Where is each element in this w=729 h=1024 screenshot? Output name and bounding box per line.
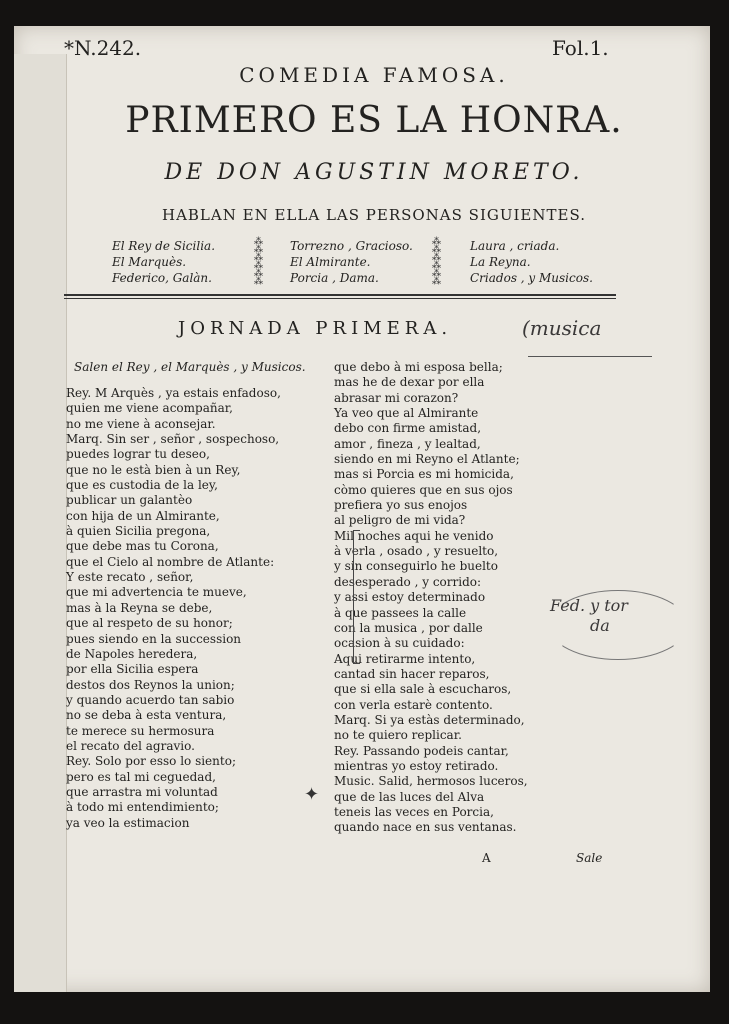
verse-line: teneis las veces en Porcia, xyxy=(334,804,494,819)
verse-line: mas he de dexar por ella xyxy=(334,375,485,390)
cast-entry: Criados , y Musicos. xyxy=(470,271,593,285)
verse-line: abrasar mi corazon? xyxy=(334,390,459,405)
verse-line: amor , fineza , y lealtad, xyxy=(334,436,481,451)
verse-line: Mil noches aqui he venido xyxy=(334,528,494,543)
cast-entry: El Rey de Sicilia. xyxy=(112,239,216,253)
handwritten-mark-icon: ✦ xyxy=(304,784,320,805)
cast-entry: El Marquès. xyxy=(112,255,187,269)
verse-line: mientras yo estoy retirado. xyxy=(334,758,499,773)
verse-line: y assi estoy determinado xyxy=(334,590,486,605)
verse-line: que si ella sale à escucharos, xyxy=(334,682,512,697)
handwritten-note-line: Fed. y tor xyxy=(550,596,628,615)
verse-line: publicar un galantèo xyxy=(66,493,193,508)
star-ornament: ⁂ ⁂ ⁂ ⁂ ⁂ ⁂ xyxy=(432,237,442,287)
verse-line: que debe mas tu Corona, xyxy=(66,539,219,554)
verse-line: à quien Sicilia pregona, xyxy=(66,524,211,539)
verse-line: Rey. M Arquès , ya estais enfadoso, xyxy=(66,386,281,400)
verse-line: quien me viene acompañar, xyxy=(66,401,233,416)
cast-column-1 xyxy=(112,238,215,286)
verse-line: Y este recato , señor, xyxy=(66,570,194,585)
verse-line: à que passees la calle xyxy=(334,605,467,620)
act-title: JORNADA PRIMERA. xyxy=(178,318,453,339)
handwritten-underline xyxy=(528,356,652,357)
verse-line: al peligro de mi vida? xyxy=(334,513,466,528)
catchword: Sale xyxy=(576,851,603,865)
verse-line: que el Cielo al nombre de Atlante: xyxy=(66,554,275,569)
verse-line: destos dos Reynos la union; xyxy=(66,677,235,692)
verse-line: Marq. Sin ser , señor , sospechoso, xyxy=(66,432,280,447)
verse-line: Ya veo que al Almirante xyxy=(334,406,479,421)
cast-entry: Torrezno , Gracioso. xyxy=(290,239,413,253)
verse-column-right xyxy=(334,360,528,836)
play-number: *N.242. xyxy=(64,36,142,60)
cast-entry: La Reyna. xyxy=(470,255,531,269)
verse-line: que arrastra mi voluntad xyxy=(66,784,218,799)
verse-line: còmo quieres que en sus ojos xyxy=(334,482,513,497)
ornamental-rule xyxy=(64,294,616,299)
verse-line: que es custodia de la ley, xyxy=(66,478,218,493)
cast-column-3 xyxy=(470,238,593,286)
genre-heading: COMEDIA FAMOSA. xyxy=(239,63,509,87)
folio-number: Fol.1. xyxy=(552,36,609,60)
verse-line: no se deba à esta ventura, xyxy=(66,708,227,723)
verse-line: desesperado , y corrido: xyxy=(334,574,482,589)
verse-line: Rey. Passando podeis cantar, xyxy=(334,743,509,758)
verse-line: à todo mi entendimiento; xyxy=(66,800,219,815)
handwritten-note-margin xyxy=(550,596,628,636)
verse-line: que mi advertencia te mueve, xyxy=(66,585,247,600)
verse-line: que al respeto de su honor; xyxy=(66,616,233,631)
verse-line: puedes lograr tu deseo, xyxy=(66,447,210,462)
handwritten-note-line: da xyxy=(590,616,610,635)
verse-line: no te quiero replicar. xyxy=(334,728,462,743)
handwritten-bracket xyxy=(353,530,360,664)
page-fold-flap xyxy=(14,54,67,992)
verse-line: con verla estarè contento. xyxy=(334,697,493,712)
verse-line: y sin conseguirlo he buelto xyxy=(334,559,498,574)
verse-line: que no le està bien à un Rey, xyxy=(66,462,241,477)
verse-line: Marq. Si ya estàs determinado, xyxy=(334,712,525,727)
cast-entry: Laura , criada. xyxy=(470,239,560,253)
verse-line: debo con firme amistad, xyxy=(334,421,482,436)
verse-line: y quando acuerdo tan sabio xyxy=(66,692,235,707)
signature-mark: A xyxy=(482,851,491,865)
play-title: PRIMERO ES LA HONRA. xyxy=(125,100,623,141)
verse-line: prefiera yo sus enojos xyxy=(334,498,468,513)
verse-line: quando nace en sus ventanas. xyxy=(334,820,517,835)
verse-line: mas si Porcia es mi homicida, xyxy=(334,467,514,482)
verse-line: Rey. Solo por esso lo siento; xyxy=(66,754,236,769)
verse-column-left xyxy=(66,386,281,831)
cast-column-2 xyxy=(290,238,413,286)
cast-heading: HABLAN EN ELLA LAS PERSONAS SIGUIENTES. xyxy=(162,206,586,224)
verse-line: Aqui retirarme intento, xyxy=(334,651,476,666)
verse-line: que debo à mi esposa bella; xyxy=(334,360,503,374)
verse-line: con la musica , por dalle xyxy=(334,620,483,635)
cast-entry: Federico, Galàn. xyxy=(112,271,212,285)
verse-line: que de las luces del Alva xyxy=(334,789,485,804)
verse-line: ya veo la estimacion xyxy=(66,815,190,830)
author-line: DE DON AGUSTIN MORETO. xyxy=(164,160,584,185)
verse-line: pero es tal mi ceguedad, xyxy=(66,769,216,784)
cast-entry: El Almirante. xyxy=(290,255,371,269)
verse-line: no me viene à aconsejar. xyxy=(66,416,216,431)
stage-direction: Salen el Rey , el Marquès , y Musicos. xyxy=(74,360,306,374)
verse-line: con hija de un Almirante, xyxy=(66,508,220,523)
verse-line: à verla , osado , y resuelto, xyxy=(334,544,499,559)
star-ornament: ⁂ ⁂ ⁂ ⁂ ⁂ ⁂ xyxy=(254,237,264,287)
verse-line: por ella Sicilia espera xyxy=(66,662,199,677)
verse-line: de Napoles heredera, xyxy=(66,646,198,661)
verse-line: ocasion à su cuidado: xyxy=(334,636,465,651)
handwritten-note-musica: (musica xyxy=(522,316,602,340)
verse-line: te merece su hermosura xyxy=(66,723,215,738)
verse-line: cantad sin hacer reparos, xyxy=(334,666,490,681)
verse-line: mas à la Reyna se debe, xyxy=(66,600,213,615)
cast-entry: Porcia , Dama. xyxy=(290,271,379,285)
verse-line: pues siendo en la succession xyxy=(66,631,242,646)
verse-line: el recato del agravio. xyxy=(66,738,195,753)
verse-line: Music. Salid, hermosos luceros, xyxy=(334,774,528,789)
verse-line: siendo en mi Reyno el Atlante; xyxy=(334,452,520,467)
